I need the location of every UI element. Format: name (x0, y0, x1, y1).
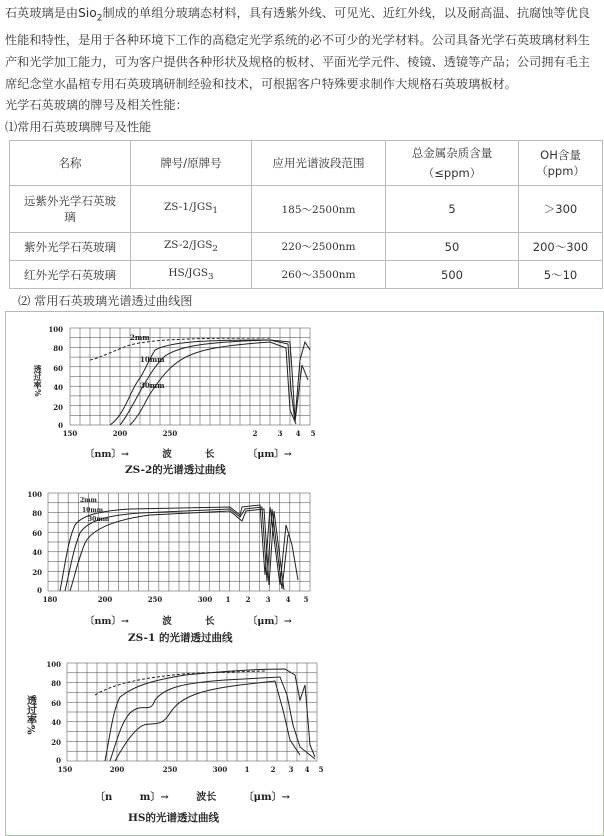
xtick: 1 (244, 765, 250, 774)
xtick: 180 (42, 595, 58, 604)
col-name: 名称 (10, 141, 131, 186)
xtick: 1 (225, 595, 231, 604)
xtick: 3 (277, 429, 283, 438)
chart-zs1 (27, 485, 330, 610)
xtick: 200 (97, 595, 113, 604)
cell-range: 185～2500nm (252, 186, 386, 233)
section-2-title: ⑵ 常用石英玻璃光谱透过曲线图 (18, 294, 193, 308)
cell-name: 紫外光学石英玻璃 (10, 233, 131, 261)
col-range: 应用光谱波段范围 (252, 141, 386, 186)
cell-oh: 5～10 (519, 261, 603, 289)
table-header-row (10, 141, 603, 186)
chart-zs2-xunits (85, 446, 292, 460)
col-impurity-unit: （≤ppm） (422, 166, 482, 180)
xtick: 300 (212, 765, 228, 774)
xtick: 300 (197, 595, 213, 604)
chart-hs-grid (67, 663, 317, 761)
curve-label: 10mm (140, 355, 165, 364)
ytick: 0 (56, 756, 61, 765)
cell-grade (131, 233, 252, 261)
xunit-wavelength: 波 长 (162, 449, 215, 460)
col-impurity (386, 141, 519, 186)
chart-hs-xunits (95, 788, 290, 803)
ytick: 20 (32, 568, 42, 577)
curve-label: 2mm (130, 333, 150, 342)
cell-impurity: 5 (386, 186, 519, 233)
grade-sub: 1 (212, 206, 218, 217)
xunit-nm: 〔n m〕→ (95, 792, 169, 803)
xtick: 200 (112, 429, 128, 438)
ytick: 100 (46, 660, 61, 669)
ytick: 60 (53, 364, 63, 373)
xtick: 3 (265, 595, 271, 604)
ytick: 60 (32, 529, 42, 538)
cell-name: 红外光学石英玻璃 (10, 261, 131, 289)
col-oh: OH含量（ppm） (519, 141, 603, 186)
ytick: 80 (32, 509, 42, 518)
cell-name: 远紫外光学石英玻璃 (10, 186, 131, 233)
xtick: 5 (310, 429, 316, 438)
ytick: 40 (51, 718, 61, 727)
xtick: 5 (303, 595, 309, 604)
xtick: 4 (304, 765, 310, 774)
ytick: 100 (27, 490, 42, 499)
ytick: 40 (53, 383, 63, 392)
xunit-wavelength: 波长 (196, 792, 217, 803)
cell-grade (131, 186, 252, 233)
col-grade: 牌号/原牌号 (131, 141, 252, 186)
cell-impurity: 500 (386, 261, 519, 289)
cell-oh: 200～300 (519, 233, 603, 261)
grade-text: ZS-1/JGS (163, 201, 213, 214)
xunit-nm: 〔nm〕→ (85, 449, 129, 460)
curve-label: 30mm (88, 516, 110, 523)
chart-hs-caption: HS的光谱透过曲线 (128, 812, 220, 824)
chart-zs2-caption: ZS-2的光谱透过曲线 (125, 464, 226, 476)
grade-text: HS/JGS (168, 266, 209, 279)
intro-formula-sub: 2 (96, 13, 103, 24)
chart-hs (25, 655, 335, 780)
cell-range: 260～3500nm (252, 261, 386, 289)
curve-label: 2mm (80, 497, 97, 504)
xunit-um: 〔μm〕→ (247, 449, 292, 460)
xtick: 2 (245, 595, 251, 604)
table-row (10, 261, 603, 289)
xtick: 200 (109, 765, 125, 774)
xtick: 250 (147, 595, 163, 604)
xtick: 250 (162, 429, 178, 438)
xtick: 250 (162, 765, 178, 774)
intro-text-2: 制成的单组分玻璃态材料，具有透紫外线、可见光、近红外线，以及耐高温、抗腐蚀等优良性能和特性，是用于各种环境下工作的高稳定光学系统的必不可少的光学材料。公司具备光学石英玻璃材料生产和光学加工能力，可为客户提供各种形状及规格的板材、平面光学元件、棱镜、透镜等产品；公司拥有毛主席纪念堂水晶棺专用石英玻璃研制经验和技术，可根据客户特殊要求制作大规格石英玻璃板材。 (5, 6, 590, 92)
subtitle: 光学石英玻璃的牌号及相关性能： (5, 98, 188, 112)
xtick: 3 (288, 765, 294, 774)
cell-oh: ＞300 (519, 186, 603, 233)
xunit-wavelength: 波 长 (162, 616, 215, 627)
intro-formula: Sio (78, 6, 97, 20)
ytick: 0 (58, 421, 63, 430)
xtick: 150 (57, 765, 73, 774)
xtick: 4 (285, 595, 291, 604)
grade-text: ZS-2/JGS (163, 238, 213, 251)
ytick: 80 (53, 344, 63, 353)
curve-label: 10mm (82, 507, 104, 514)
spec-table (9, 140, 603, 289)
xunit-nm: 〔nm〕→ (85, 616, 129, 627)
ytick: 80 (51, 679, 61, 688)
ytick: 20 (51, 738, 61, 747)
cell-impurity: 50 (386, 233, 519, 261)
ytick: 60 (51, 699, 61, 708)
intro-text-1: 石英玻璃是由 (5, 6, 79, 20)
cell-range: 220～2500nm (252, 233, 386, 261)
ytick: 40 (32, 548, 42, 557)
xtick: 2 (252, 429, 258, 438)
curve-label: 30mm (140, 381, 165, 390)
cell-grade (131, 261, 252, 289)
xunit-um: 〔μm〕→ (247, 616, 292, 627)
table-row (10, 186, 603, 233)
xtick: 5 (318, 765, 324, 774)
y-axis-label: 透过率% (24, 695, 36, 735)
xtick: 4 (295, 429, 301, 438)
table-row (10, 233, 603, 261)
chart-zs2 (30, 320, 330, 445)
col-impurity-label: 总金属杂质含量 (411, 146, 493, 160)
grade-sub: 2 (212, 244, 218, 255)
intro-paragraph (5, 2, 601, 95)
chart-zs1-xunits (85, 613, 292, 627)
section-1-title: ⑴常用石英玻璃牌号及性能 (5, 120, 152, 134)
ytick: 20 (53, 403, 63, 412)
grade-sub: 3 (208, 272, 214, 283)
ytick: 100 (48, 325, 63, 334)
xtick: 150 (62, 429, 78, 438)
xunit-um: 〔μm〕→ (243, 792, 290, 803)
xtick: 2 (270, 765, 276, 774)
y-axis-label: 透过率% (33, 365, 43, 397)
chart-zs1-caption: ZS-1 的光谱透过曲线 (128, 632, 233, 644)
ytick: 0 (37, 586, 42, 595)
